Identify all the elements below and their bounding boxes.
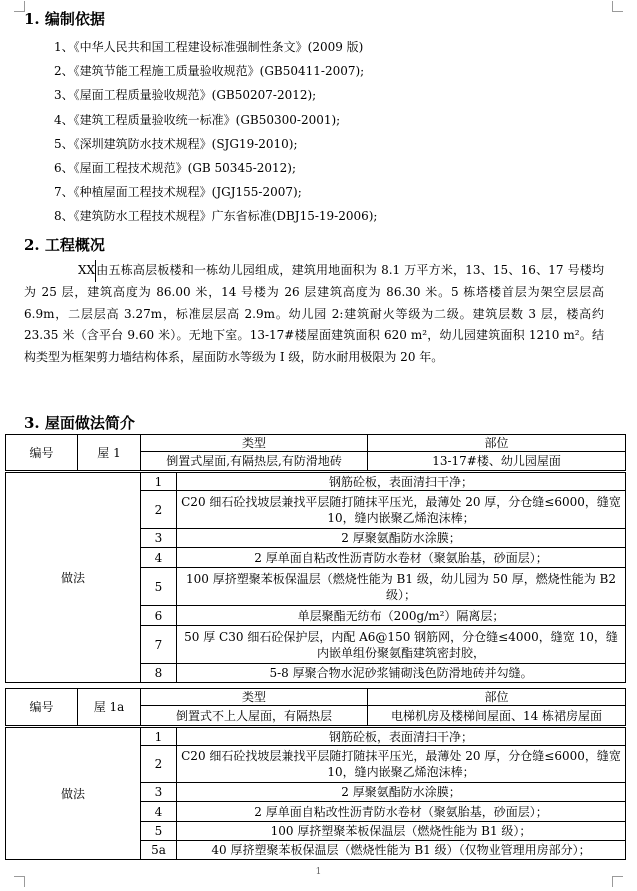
- reference-item: 7、《种植屋面工程技术规程》(JGJ155-2007);: [54, 185, 302, 200]
- step-number: 7: [141, 626, 177, 664]
- step-number: 3: [141, 529, 177, 548]
- reference-item: 4、《建筑工程质量验收统一标准》(GB50300-2001);: [54, 112, 341, 127]
- reference-item: 2、《建筑节能工程施工质量验收规范》(GB50411-2007);: [54, 64, 365, 79]
- cell-part: 13-17#楼、幼儿园屋面: [368, 452, 626, 472]
- step-number: 6: [141, 606, 177, 626]
- step-number: 5: [141, 568, 177, 606]
- cell-no: 屋 1: [78, 435, 141, 472]
- section-heading-basis: 1. 编制依据: [24, 10, 105, 28]
- cell-label-type: 类型: [141, 435, 368, 452]
- step-number: 4: [141, 548, 177, 568]
- step-text: 单层聚酯无纺布（200g/m²）隔离层；: [177, 606, 626, 626]
- cell-type: 倒置式不上人屋面，有隔热层: [141, 706, 368, 727]
- cell-type: 倒置式屋面,有隔热层,有防滑地砖: [141, 452, 368, 472]
- cell-label-part: 部位: [368, 435, 626, 452]
- reference-item: 8、《建筑防水工程技术规程》广东省标准(DBJ15-19-2006);: [54, 209, 378, 224]
- step-text: C20 细石砼找坡层兼找平层随打随抹平压光，最薄处 20 厚，分仓缝≤6000，缝宽 10，缝内嵌聚乙烯泡沫棒；: [177, 491, 626, 529]
- cell-label-method: 做法: [6, 727, 141, 860]
- step-number: 5a: [141, 841, 177, 860]
- roof-table-1: [5, 434, 626, 683]
- reference-item: 3、《屋面工程质量验收规范》(GB50207-2012);: [54, 88, 317, 103]
- step-number: 1: [141, 472, 177, 491]
- overview-paragraph[interactable]: [24, 260, 604, 369]
- step-number: 8: [141, 664, 177, 683]
- reference-item: 6、《屋面工程技术规范》(GB 50345-2012);: [54, 160, 297, 175]
- cell-no: 屋 1a: [78, 689, 141, 727]
- overview-text: 由五栋高层板楼和一栋幼儿园组成，建筑用地面积为 8.1 万平方米，13、15、16、17 号楼均为 25 层，建筑高度为 86.00 米，14 号楼为 26 层建筑高度为 86.30 米。5 栋塔楼首层为架空层层高 6.9m，二层层高 3.27m，标准层层高 2.9m。幼儿园 2:建筑耐火等级为二级。建筑层数 3 层，楼高约 23.35 米（含平台 9.60 米）。无地下室。13-17#楼屋面建筑面积 620 m²，幼儿园建筑面积 1210 m²。结构类型为框架剪力墙结构体系，屋面防水等级为 I 级，防水耐用极限为 20 年。: [24, 263, 604, 365]
- page-corner-mark: [612, 876, 623, 887]
- step-text: 2 厚聚氨酯防水涂膜；: [177, 783, 626, 802]
- step-text: 2 厚单面自粘改性沥青防水卷材（聚氨胎基，砂面层）；: [177, 548, 626, 568]
- cell-label-no: 编号: [6, 435, 78, 472]
- cell-label-method: 做法: [6, 472, 141, 683]
- reference-list: [54, 35, 377, 229]
- step-number: 3: [141, 783, 177, 802]
- section-heading-overview: 2. 工程概况: [24, 236, 105, 254]
- step-number: 5: [141, 822, 177, 841]
- step-text: 2 厚单面自粘改性沥青防水卷材（聚氨胎基，砂面层）；: [177, 802, 626, 822]
- step-number: 4: [141, 802, 177, 822]
- step-text: 100 厚挤塑聚苯板保温层（燃烧性能为 B1 级，幼儿园为 50 厚，燃烧性能为 B2 级）；: [177, 568, 626, 606]
- page-corner-mark: [14, 876, 25, 887]
- page-corner-mark: [612, 1, 623, 12]
- step-text: 100 厚挤塑聚苯板保温层（燃烧性能为 B1 级）；: [177, 822, 626, 841]
- step-text: 钢筋砼板，表面清扫干净；: [177, 727, 626, 746]
- reference-item: 5、《深圳建筑防水技术规程》(SJG19-2010);: [54, 136, 298, 151]
- reference-item: 1、《中华人民共和国工程建设标准强制性条文》(2009 版): [54, 40, 364, 54]
- overview-placeholder-name: XX: [51, 260, 96, 282]
- step-text: 2 厚聚氨酯防水涂膜；: [177, 529, 626, 548]
- step-text: 钢筋砼板，表面清扫干净；: [177, 472, 626, 491]
- roof-table-1a: [5, 688, 626, 860]
- step-text: C20 细石砼找坡层兼找平层随打随抹平压光，最薄处 20 厚，分仓缝≤6000，缝宽 10，缝内嵌聚乙烯泡沫棒；: [177, 746, 626, 783]
- step-text: 40 厚挤塑聚苯板保温层（燃烧性能为 B1 级）（仅物业管理用房部分）；: [177, 841, 626, 860]
- step-number: 2: [141, 491, 177, 529]
- page-number: 1: [315, 867, 322, 877]
- step-number: 2: [141, 746, 177, 783]
- step-text: 50 厚 C30 细石砼保护层，内配 A6@150 钢筋网，分仓缝≤4000，缝宽 10，缝内嵌单组份聚氨酯建筑密封胶，: [177, 626, 626, 664]
- cell-part: 电梯机房及楼梯间屋面、14 栋裙房屋面: [368, 706, 626, 727]
- cell-label-no: 编号: [6, 689, 78, 727]
- step-text: 5-8 厚聚合物水泥砂浆铺砌浅色防滑地砖并勾缝。: [177, 664, 626, 683]
- step-number: 1: [141, 727, 177, 746]
- section-heading-roof-methods: 3. 屋面做法简介: [24, 414, 135, 432]
- cell-label-part: 部位: [368, 689, 626, 706]
- cell-label-type: 类型: [141, 689, 368, 706]
